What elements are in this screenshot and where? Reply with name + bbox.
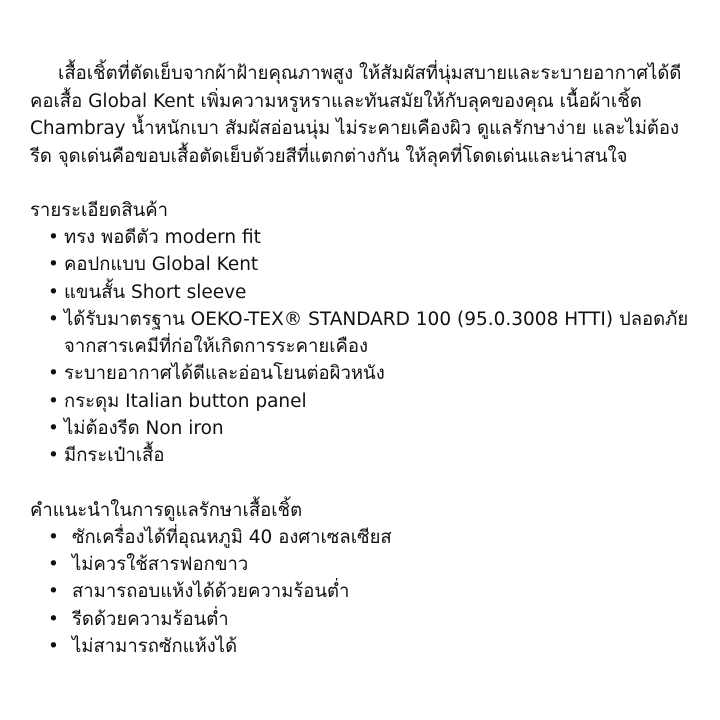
care-item <box>48 578 694 605</box>
bullet-icon: • <box>48 390 59 412</box>
spec-item-text: คอปกแบบ Global Kent <box>64 254 259 276</box>
care-item-text: ซักเครื่องได้ที่อุณหภูมิ 40 องศาเซลเซียส <box>72 526 392 548</box>
spec-item-text: มีกระเป๋าเสื้อ <box>64 445 165 467</box>
spec-item <box>48 388 694 415</box>
bullet-icon: • <box>48 254 59 276</box>
spec-item-text: แขนสั้น Short sleeve <box>64 281 247 303</box>
bullet-icon: • <box>48 227 59 248</box>
spec-item <box>48 306 694 361</box>
bullet-icon: • <box>48 526 59 548</box>
spec-item <box>48 279 694 306</box>
bullet-icon: • <box>48 635 59 657</box>
bullet-icon: • <box>48 281 59 303</box>
intro-paragraph: เสื้อเชิ้ตที่ตัดเย็บจากผ้าฝ้ายคุณภาพสูง ให้สัมผัสที่นุ่มสบายและระบายอากาศได้ดี คอเสื้อ Global Kent เพิ่มความหรูหราและทันสมัยให้กับลุคของคุณ เนื้อผ้าเชิ้ต Chambray น้ำหนักเบา สัมผัสอ่อนนุ่ม ไม่ระคายเคืองผิว ดูแลรักษาง่าย และไม่ต้องรีด จุดเด่นคือขอบเสื้อตัดเย็บด้วยสีที่แตกต่างกัน ให้ลุคที่โดดเด่นและน่าสนใจ <box>30 63 682 167</box>
care-item-text: ไม่ควรใช้สารฟอกขาว <box>72 553 249 575</box>
care-item-text: สามารถอบแห้งได้ด้วยความร้อนต่ำ <box>72 581 350 603</box>
care-section-title: คำแนะนำในการดูแลรักษาเสื้อเชิ้ต <box>30 499 303 521</box>
bullet-icon: • <box>48 581 59 603</box>
bullet-icon: • <box>48 308 59 330</box>
care-item <box>48 524 694 551</box>
spec-item <box>48 224 694 251</box>
bullet-icon: • <box>48 445 59 467</box>
care-item <box>48 633 694 660</box>
bullet-icon: • <box>48 363 59 385</box>
bullet-icon: • <box>48 418 59 440</box>
care-list <box>30 524 694 660</box>
spec-item <box>48 415 694 442</box>
care-item <box>48 606 694 633</box>
spec-item-text: ได้รับมาตรฐาน OEKO-TEX® STANDARD 100 (95.0.3008 HTTI) ปลอดภัยจากสารเคมีที่ก่อให้เกิดการระคายเคือง <box>64 308 689 358</box>
spec-item-text: ระบายอากาศได้ดีและอ่อนโยนต่อผิวหนัง <box>64 363 385 385</box>
spec-item <box>48 251 694 278</box>
bullet-icon: • <box>48 608 59 630</box>
specs-list <box>30 224 694 470</box>
spec-item-text: ทรง พอดีตัว modern fit <box>64 227 261 248</box>
spec-item <box>48 442 694 469</box>
bullet-icon: • <box>48 553 59 575</box>
care-item-text: ไม่สามารถซักแห้งได้ <box>72 635 238 657</box>
care-item <box>48 551 694 578</box>
spec-item <box>48 360 694 387</box>
specs-section-title: รายระเอียดสินค้า <box>30 200 169 221</box>
spec-item-text: ไม่ต้องรีด Non iron <box>64 418 224 440</box>
spec-item-text: กระดุม Italian button panel <box>64 390 307 412</box>
care-item-text: รีดด้วยความร้อนต่ำ <box>72 608 229 630</box>
